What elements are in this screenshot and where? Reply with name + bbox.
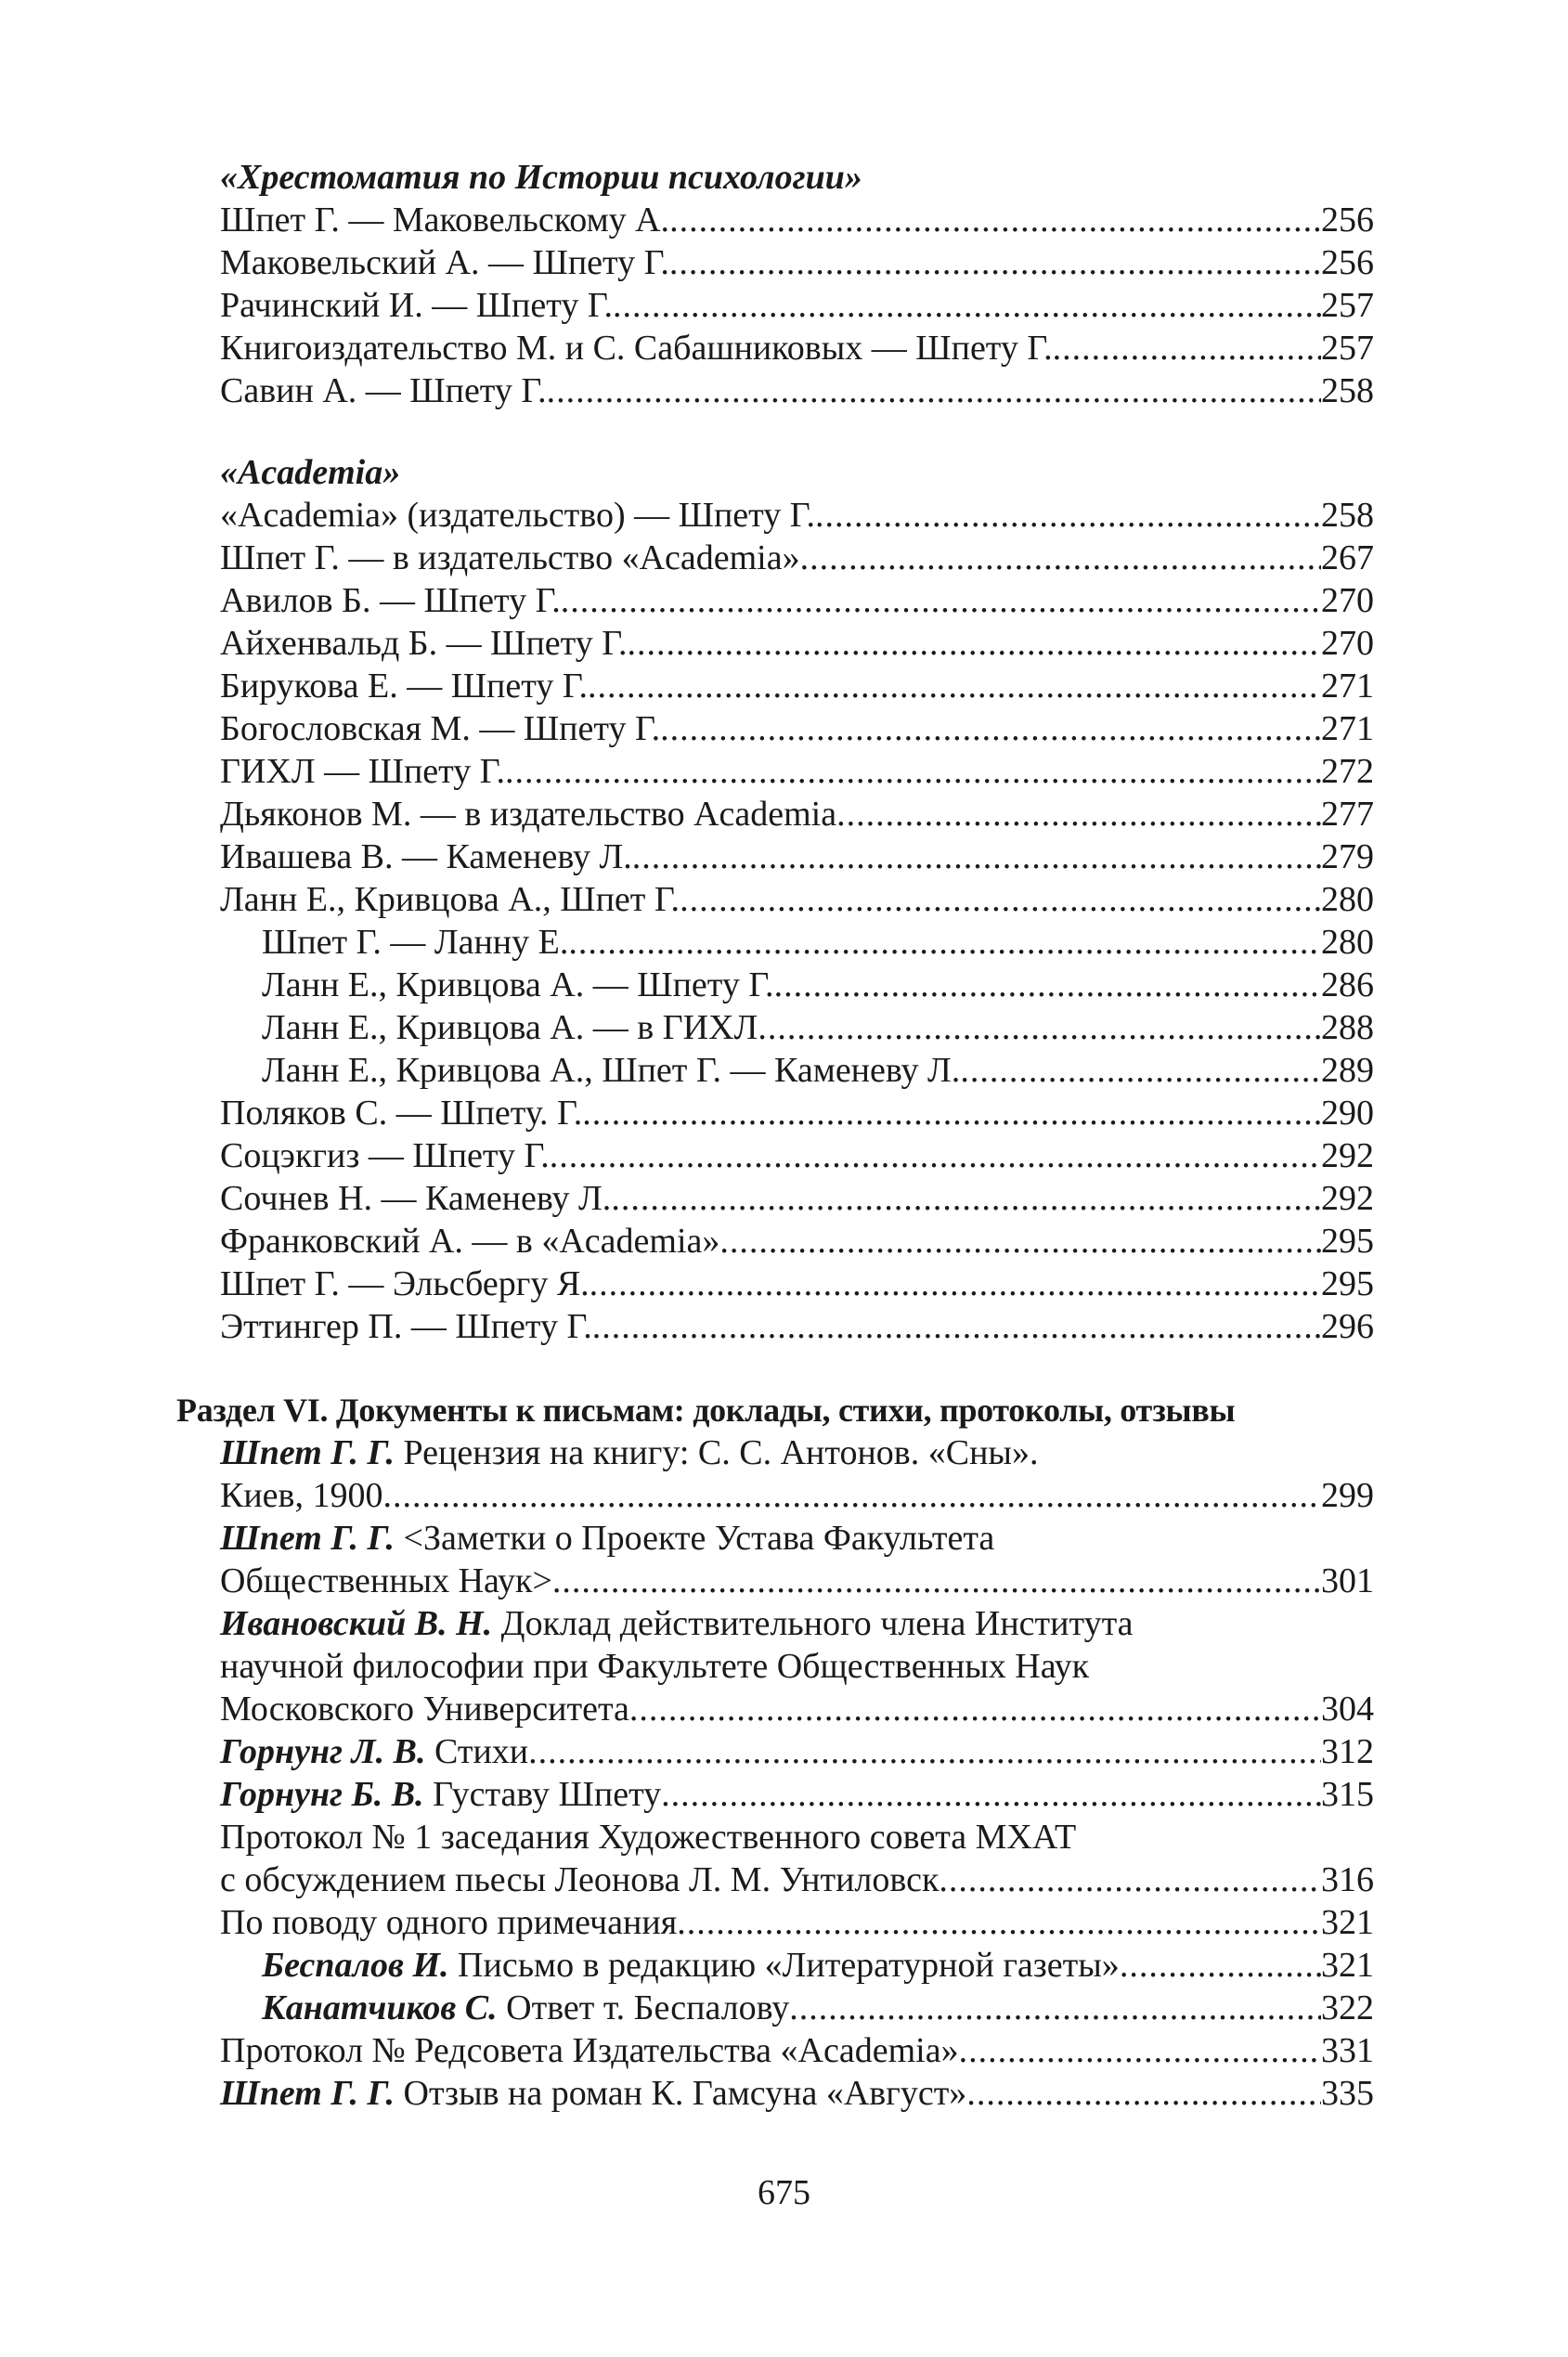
entry-text: Шпет Г. — Маковельскому А.: [220, 201, 670, 240]
toc-subentry: [176, 1944, 1374, 1987]
entry-text: «Academia» (издательство) — Шпету Г.: [220, 496, 815, 535]
page-number: 258: [1321, 496, 1374, 535]
entry-text: Сочнев Н. — Каменеву Л.: [220, 1179, 612, 1218]
toc-entry-line: [176, 1602, 1374, 1645]
page-number: 280: [1321, 923, 1374, 962]
entry-text: Книгоиздательство М. и С. Сабашниковых — Шпету Г.: [220, 329, 1053, 368]
entry-text: Богословская М. — Шпету Г.: [220, 709, 661, 748]
page-number: 258: [1321, 371, 1374, 410]
dot-leader: [561, 579, 1321, 622]
toc-entry: [176, 1474, 1374, 1517]
spacer: [176, 412, 1374, 451]
toc-entry: [176, 1901, 1374, 1944]
entry-text: Шпет Г. — в издательство «Academia»: [220, 538, 800, 577]
dot-leader: [789, 1987, 1321, 2029]
entry-text: Рецензия на книгу: С. С. Антонов. «Сны».: [395, 1433, 1039, 1472]
page-number: 315: [1321, 1775, 1374, 1814]
dot-leader: [1053, 327, 1321, 369]
section-heading: «Хрестоматия по Истории психологии»: [220, 158, 862, 197]
section-heading: «Academia»: [220, 453, 401, 492]
page-number: 257: [1321, 286, 1374, 325]
toc-subentry: [176, 921, 1374, 964]
dot-leader: [528, 1730, 1321, 1773]
dot-leader: [568, 921, 1321, 964]
toc-subentry: [176, 964, 1374, 1006]
dot-leader: [677, 1901, 1321, 1944]
page-number: 295: [1321, 1264, 1374, 1303]
dot-leader: [590, 1263, 1321, 1305]
toc-entry: [176, 241, 1374, 284]
page-number: 280: [1321, 880, 1374, 919]
toc-entry: [176, 793, 1374, 835]
dot-leader: [611, 1177, 1321, 1220]
entry-text: научной философии при Факультете Общественных Наук: [220, 1647, 1090, 1686]
entry-author: Шпет Г. Г.: [220, 1519, 395, 1558]
toc-entry: [176, 665, 1374, 707]
toc-entry-line: [176, 1816, 1374, 1858]
entry-text: Протокол № 1 заседания Художественного совета МХАТ: [220, 1818, 1077, 1857]
page-number: 256: [1321, 243, 1374, 282]
toc-entry: [176, 878, 1374, 921]
entry-text: Шпет Г. — Эльсбергу Я.: [220, 1264, 590, 1303]
dot-leader: [758, 1006, 1321, 1049]
entry-text: Маковельский А. — Шпету Г.: [220, 243, 669, 282]
page-number: 270: [1321, 581, 1374, 620]
entry-text: Ланн Е., Кривцова А., Шпет Г. — Каменеву Л.: [262, 1051, 961, 1090]
page-number: 301: [1321, 1561, 1374, 1600]
entry-text: Ланн Е., Кривцова А. — в ГИХЛ: [262, 1008, 758, 1047]
entry-text: Бирукова Е. — Шпету Г.: [220, 667, 589, 706]
dot-leader: [939, 1858, 1321, 1901]
toc-entry: [176, 1773, 1374, 1816]
dot-leader: [966, 2072, 1321, 2115]
page-number: 292: [1321, 1136, 1374, 1175]
entry-text: Московского Университета: [220, 1690, 629, 1729]
page-number: 290: [1321, 1094, 1374, 1133]
entry-author: Шпет Г. Г.: [220, 1433, 395, 1472]
entry-title: Густаву Шпету: [423, 1775, 662, 1814]
page-number: 312: [1321, 1732, 1374, 1771]
toc-entry: [176, 1305, 1374, 1348]
dot-leader: [836, 793, 1321, 835]
entry-title: Стихи: [425, 1732, 529, 1771]
spacer: [176, 1348, 1374, 1389]
toc-entry: [176, 835, 1374, 878]
dot-leader: [588, 665, 1321, 707]
toc-entry: [176, 750, 1374, 793]
toc-entry: [176, 1560, 1374, 1602]
entry-author: Канатчиков С.: [262, 1988, 498, 2027]
dot-leader: [815, 494, 1321, 537]
toc-entry-line: [176, 1431, 1374, 1474]
entry-author: Ивановский В. Н.: [220, 1604, 493, 1643]
entry-text: Протокол № Редсовета Издательства «Academia»: [220, 2031, 959, 2070]
page-number: 335: [1321, 2074, 1374, 2113]
dot-leader: [627, 622, 1321, 665]
entry-text: Франковский А. — в «Academia»: [220, 1222, 720, 1261]
page-number: 267: [1321, 538, 1374, 577]
entry-text: Авилов Б. — Шпету Г.: [220, 581, 561, 620]
dot-leader: [774, 964, 1321, 1006]
page-number: 295: [1321, 1222, 1374, 1261]
toc-entry: [176, 199, 1374, 241]
page-number: 270: [1321, 624, 1374, 663]
page-number: 257: [1321, 329, 1374, 368]
entry-text: Киев, 1900: [220, 1476, 383, 1515]
toc-entry: [176, 2072, 1374, 2115]
toc-entry: [176, 1263, 1374, 1305]
entry-author: Горнунг Б. В.: [220, 1775, 424, 1814]
dot-leader: [547, 369, 1321, 412]
dot-leader: [680, 878, 1321, 921]
dot-leader: [960, 1049, 1321, 1092]
toc-entry: [176, 537, 1374, 579]
entry-text: Ланн Е., Кривцова А., Шпет Г.: [220, 880, 680, 919]
entry-author: Горнунг Л. В.: [220, 1732, 426, 1771]
entry-text: Дьяконов М. — в издательство Academia: [220, 795, 837, 834]
toc-entry-line: [176, 1517, 1374, 1560]
entry-text: Доклад действительного члена Института: [492, 1604, 1134, 1643]
page-number: 316: [1321, 1860, 1374, 1899]
page-number: 292: [1321, 1179, 1374, 1218]
entry-title: Отзыв на роман К. Гамсуна «Август»: [395, 2074, 967, 2113]
entry-text: Айхенвальд Б. — Шпету Г.: [220, 624, 628, 663]
toc-entry: [176, 369, 1374, 412]
toc-entry: [176, 579, 1374, 622]
part-heading: Раздел VI. Документы к письмам: доклады, стихи, протоколы, отзывы: [176, 1392, 1236, 1429]
page-number-footer: 675: [758, 2173, 810, 2212]
entry-text: Эттингер П. — Шпету Г.: [220, 1307, 592, 1346]
toc-entry: [176, 494, 1374, 537]
page-number: 321: [1321, 1903, 1374, 1942]
toc-entry: [176, 1092, 1374, 1134]
entry-text: [262, 1944, 1120, 1987]
entry-text: По поводу одного примечания: [220, 1903, 678, 1942]
dot-leader: [550, 1134, 1321, 1177]
dot-leader: [719, 1220, 1321, 1263]
page-number: 331: [1321, 2031, 1374, 2070]
entry-text: [220, 1730, 528, 1773]
entry-text: [220, 1773, 661, 1816]
dot-leader: [582, 1092, 1321, 1134]
toc-subentry: [176, 1006, 1374, 1049]
page-number: 288: [1321, 1008, 1374, 1047]
dot-leader: [629, 1688, 1321, 1730]
toc-entry: [176, 1858, 1374, 1901]
page-number: 271: [1321, 709, 1374, 748]
dot-leader: [800, 537, 1321, 579]
page-number: 289: [1321, 1051, 1374, 1090]
entry-title: Ответ т. Беспалову: [497, 1988, 790, 2027]
table-of-contents: [176, 156, 1374, 2115]
toc-entry: [176, 284, 1374, 327]
entry-author: Беспалов И.: [262, 1946, 449, 1985]
page-number: 279: [1321, 837, 1374, 876]
entry-text: с обсуждением пьесы Леонова Л. М. Унтиловск: [220, 1860, 940, 1899]
page-number: 299: [1321, 1476, 1374, 1515]
entry-text: Рачинский И. — Шпету Г.: [220, 286, 614, 325]
entry-text: Ланн Е., Кривцова А. — Шпету Г.: [262, 965, 774, 1004]
toc-subentry: [176, 1049, 1374, 1092]
toc-subentry: [176, 1987, 1374, 2029]
entry-author: Шпет Г. Г.: [220, 2074, 395, 2113]
toc-entry: [176, 327, 1374, 369]
toc-entry: [176, 1134, 1374, 1177]
page-number: 321: [1321, 1946, 1374, 1985]
entry-text: Шпет Г. — Ланну Е.: [262, 923, 569, 962]
dot-leader: [1120, 1944, 1321, 1987]
dot-leader: [383, 1474, 1322, 1517]
entry-title: Письмо в редакцию «Литературной газеты»: [448, 1946, 1120, 1985]
toc-entry: [176, 1730, 1374, 1773]
toc-entry: [176, 622, 1374, 665]
entry-text: <Заметки о Проекте Устава Факультета: [395, 1519, 995, 1558]
dot-leader: [660, 707, 1321, 750]
dot-leader: [669, 199, 1321, 241]
dot-leader: [613, 284, 1321, 327]
toc-entry: [176, 707, 1374, 750]
page-number: 277: [1321, 795, 1374, 834]
dot-leader: [669, 241, 1321, 284]
page-number: 286: [1321, 965, 1374, 1004]
entry-text: Савин А. — Шпету Г.: [220, 371, 547, 410]
page-number: 272: [1321, 752, 1374, 791]
page-number: 296: [1321, 1307, 1374, 1346]
dot-leader: [552, 1560, 1321, 1602]
dot-leader: [592, 1305, 1321, 1348]
dot-leader: [959, 2029, 1321, 2072]
dot-leader: [661, 1773, 1321, 1816]
dot-leader: [505, 750, 1321, 793]
entry-text: [262, 1987, 789, 2029]
entry-text: Соцэкгиз — Шпету Г.: [220, 1136, 550, 1175]
toc-entry: [176, 1220, 1374, 1263]
toc-entry: [176, 2029, 1374, 2072]
page-number: 304: [1321, 1690, 1374, 1729]
toc-entry-line: [176, 1645, 1374, 1688]
entry-text: [220, 2072, 966, 2115]
entry-text: Поляков С. — Шпету. Г.: [220, 1094, 583, 1133]
entry-text: Ивашева В. — Каменеву Л.: [220, 837, 632, 876]
entry-text: Общественных Наук>: [220, 1561, 552, 1600]
page-number: 271: [1321, 667, 1374, 706]
page-number: 322: [1321, 1988, 1374, 2027]
dot-leader: [632, 835, 1321, 878]
toc-entry: [176, 1688, 1374, 1730]
entry-text: ГИХЛ — Шпету Г.: [220, 752, 505, 791]
toc-entry: [176, 1177, 1374, 1220]
page-number: 256: [1321, 201, 1374, 240]
